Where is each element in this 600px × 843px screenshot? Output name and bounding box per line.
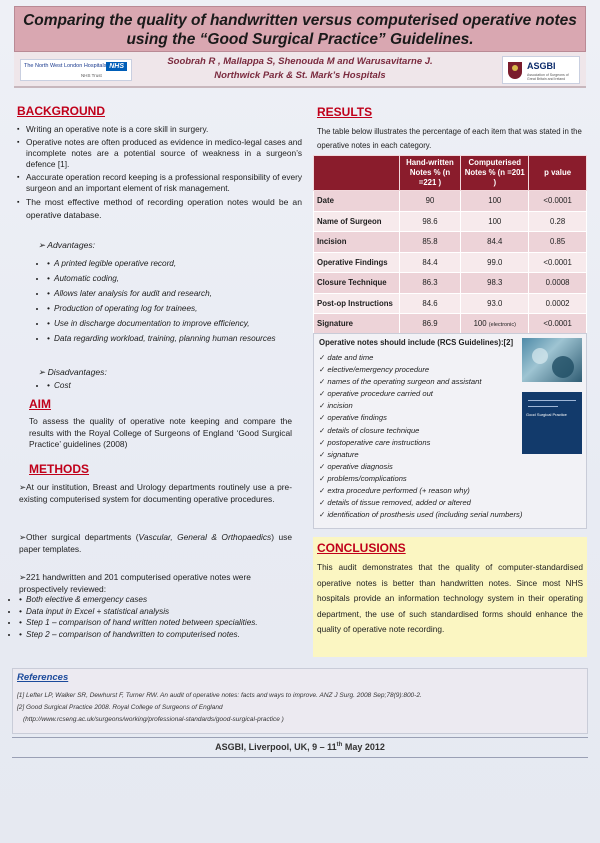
results-heading: RESULTS: [317, 105, 373, 119]
rcs-item-text: identification of prosthesis used (including serial numbers): [327, 510, 523, 520]
book-title: Good Surgical Practice: [526, 412, 567, 417]
guidelines-book-cover: [522, 392, 582, 454]
row-hand: 86.9: [399, 314, 461, 335]
author-banner: [14, 52, 586, 88]
check-icon: ✓: [319, 461, 326, 471]
footer: [0, 742, 600, 752]
rcs-item: [319, 352, 524, 364]
authors-block: [134, 55, 466, 83]
advantages-label-text: Advantages:: [47, 240, 96, 250]
row-item: Signature: [314, 314, 400, 335]
table-row: [314, 211, 587, 232]
rcs-item: [319, 485, 524, 497]
row-hand: 85.8: [399, 232, 461, 253]
check-icon: ✓: [319, 413, 326, 423]
methods-para-1: ➢At our institution, Breast and Urology departments routinely use a pre-existing computerised system for documenting operative procedures.: [19, 482, 292, 504]
conclusions-heading: CONCLUSIONS: [317, 541, 406, 555]
check-icon: ✓: [319, 365, 326, 375]
check-icon: ✓: [319, 510, 326, 520]
background-bullet: ▪ Aaccurate operation record keeping is a professional responsibility of every surgeon and an important element of risk management.: [17, 172, 302, 194]
methods-para-3-text: 221 handwritten and 201 computerised operative notes were prospectively reviewed:: [19, 572, 251, 594]
rcs-item-text: postoperative care instructions: [327, 437, 431, 447]
results-table: [313, 155, 587, 335]
methods-step: • • Both elective & emergency cases: [19, 594, 292, 606]
rcs-item: [319, 497, 524, 509]
aim-text: To assess the quality of operative note keeping and compare the results with the Royal College of Surgeons of England ‘Good Surgical Practice’ guidelines (2008): [29, 416, 292, 449]
row-comp-value: 93.0: [487, 298, 503, 308]
methods-para-2-italic: Vascular, General & Orthopaedics: [138, 532, 272, 542]
methods-para-2: ➢Other surgical departments (Vascular, General & Orthopaedics) use paper templates.: [19, 532, 292, 554]
aim-heading: AIM: [29, 397, 51, 411]
nhs-badge: NHS: [106, 62, 127, 71]
check-icon: ✓: [319, 486, 326, 496]
rcs-item: [319, 449, 524, 461]
rcs-item: [319, 509, 524, 521]
check-icon: ✓: [319, 498, 326, 508]
rcs-item-text: signature: [327, 449, 359, 459]
check-icon: ✓: [319, 425, 326, 435]
rcs-item-text: details of closure technique: [327, 425, 420, 435]
rcs-item: [319, 388, 524, 400]
rcs-item: [319, 425, 524, 437]
footer-pre: ASGBI, Liverpool, UK, 9 – 11: [215, 742, 337, 752]
check-icon: ✓: [319, 449, 326, 459]
rcs-item: [319, 364, 524, 376]
methods-step: • • Step 2 – comparison of handwritten to computerised notes.: [19, 629, 292, 641]
methods-para-1-text: At our institution, Breast and Urology departments routinely use a pre-existing computerised system for documenting operative procedures.: [19, 482, 292, 504]
row-hand: 98.6: [399, 211, 461, 232]
row-p: <0.0001: [529, 252, 587, 273]
row-comp-value: 100: [488, 216, 502, 226]
row-item: Operative Findings: [314, 252, 400, 273]
methods-step: • • Step 1 – comparison of hand written noted between specialities.: [19, 617, 292, 629]
row-p: 0.28: [529, 211, 587, 232]
row-comp: [461, 211, 529, 232]
background-bullet: ▪ Operative notes are often produced as evidence in medico-legal cases and incomplete notes are a potential source of weakness in a surgeon’s defence [1].: [17, 137, 302, 170]
row-comp-value: 100: [473, 319, 487, 329]
table-row: [314, 293, 587, 314]
row-item: Post-op Instructions: [314, 293, 400, 314]
title-line-1: Comparing the quality of handwritten versus computerised operative notes: [23, 12, 577, 29]
nhs-trust-logo: [20, 59, 132, 81]
table-row: [314, 232, 587, 253]
row-comp: [461, 273, 529, 294]
row-comp-note: (electronic): [488, 322, 516, 329]
background-list: [17, 124, 302, 224]
rcs-item-text: date and time: [327, 353, 374, 362]
disadvantages-list: [47, 379, 167, 392]
rcs-title: Operative notes should include (RCS Guidelines):[2]: [319, 338, 514, 347]
disadvantages-label-text: Disadvantages:: [47, 367, 107, 377]
asgbi-logo-text: ASGBI: [527, 61, 556, 71]
results-col-handwritten: Hand-written Notes % (n =221 ): [399, 156, 461, 191]
row-comp-value: 84.4: [487, 237, 503, 247]
rcs-item-text: elective/emergency procedure: [327, 365, 430, 375]
rcs-item: [319, 437, 524, 449]
row-comp-value: 99.0: [487, 257, 503, 267]
footer-sup: th: [336, 742, 343, 748]
rcs-item-text: operative procedure carried out: [327, 389, 433, 399]
row-p: 0.0008: [529, 273, 587, 294]
poster-title: [15, 7, 585, 49]
table-row: [314, 191, 587, 212]
disadvantages-label: ➢ Disadvantages:: [38, 367, 107, 377]
advantage-item: • • A printed legible operative record,: [47, 257, 299, 270]
row-item: Name of Surgeon: [314, 211, 400, 232]
advantages-label: ➢ Advantages:: [38, 240, 96, 250]
results-col-item: [314, 156, 400, 191]
rcs-item: [319, 461, 524, 473]
rcs-item-text: details of tissue removed, added or altered: [327, 498, 471, 508]
row-p: <0.0001: [529, 191, 587, 212]
results-col-computerised: Computerised Notes % (n =201 ): [461, 156, 529, 191]
references-box: [12, 668, 588, 734]
asgbi-crest-icon: [508, 62, 522, 79]
check-icon: ✓: [319, 377, 326, 387]
nhs-logo-sub: NHS Trust: [81, 73, 102, 78]
row-p: 0.85: [529, 232, 587, 253]
asgbi-logo: [502, 56, 580, 84]
row-hand: 84.6: [399, 293, 461, 314]
advantages-list: [47, 257, 299, 345]
reference-item: [1] Lefter LP, Walker SR, Dewhurst F, Turner RW. An audit of operative notes: facts and ways to improve. ANZ J Surg. 2008 Sep;78(9):800-2.: [17, 692, 422, 699]
row-hand: 86.3: [399, 273, 461, 294]
rcs-item-text: problems/complications: [327, 473, 407, 483]
footer-post: May 2012: [342, 742, 385, 752]
methods-steps: [19, 594, 292, 640]
methods-step: • • Data input in Excel + statistical analysis: [19, 606, 292, 618]
rcs-guidelines-box: [313, 333, 587, 529]
nhs-logo-text: The North West London Hospitals: [24, 63, 107, 69]
row-item: Closure Technique: [314, 273, 400, 294]
advantage-item: • • Use in discharge documentation to improve efficiency,: [47, 317, 299, 330]
check-icon: ✓: [319, 389, 326, 399]
disadvantage-item: • • Cost: [47, 379, 167, 392]
rcs-item-text: operative findings: [327, 413, 387, 423]
row-comp-value: 98.3: [487, 278, 503, 288]
background-bullet: ▪ Writing an operative note is a core skill in surgery.: [17, 124, 302, 135]
rcs-item-text: extra procedure performed (+ reason why): [327, 486, 470, 496]
footer-rule-top: [12, 737, 588, 738]
table-row: [314, 273, 587, 294]
row-comp: [461, 252, 529, 273]
results-col-pvalue: p value: [529, 156, 587, 191]
affiliation: Northwick Park & St. Mark’s Hospitals: [214, 70, 386, 81]
surgery-photo: [522, 338, 582, 382]
title-line-2: using the “Good Surgical Practice” Guidelines.: [126, 31, 474, 48]
check-icon: ✓: [319, 437, 326, 447]
table-row: [314, 314, 587, 335]
rcs-item: [319, 376, 524, 388]
authors: Soobrah R , Mallappa S, Shenouda M and Warusavitarne J.: [167, 56, 433, 67]
advantage-item: • • Allows later analysis for audit and research,: [47, 287, 299, 300]
row-comp: [461, 293, 529, 314]
asgbi-logo-sub: Association of Surgeons of Great Britain and Ireland: [527, 73, 569, 81]
row-comp: [461, 191, 529, 212]
check-icon: ✓: [319, 401, 326, 411]
title-banner: [14, 6, 586, 52]
conclusions-box: [313, 537, 587, 657]
rcs-item-text: incision: [327, 401, 353, 411]
table-row: [314, 252, 587, 273]
conclusions-text: This audit demonstrates that the quality of computer-standardised operative notes is better than handwritten notes. Since most NHS hospitals provide an information technology system in their operating department, the use of such standardised forms should enhance the quality of operative note recording.: [317, 562, 583, 634]
advantage-item: • • Production of operating log for trainees,: [47, 302, 299, 315]
reference-item: [2] Good Surgical Practice 2008. Royal College of Surgeons of England: [17, 704, 223, 711]
advantage-item: • • Automatic coding,: [47, 272, 299, 285]
check-icon: ✓: [319, 473, 326, 483]
results-intro: The table below illustrates the percentage of each item that was stated in the operative notes in each category.: [317, 127, 582, 150]
rcs-item: [319, 473, 524, 485]
row-p: 0.0002: [529, 293, 587, 314]
methods-para-2-b: ) use paper templates.: [19, 532, 292, 554]
rcs-item: [319, 412, 524, 424]
footer-rule-bottom: [12, 757, 588, 758]
row-item: Incision: [314, 232, 400, 253]
methods-para-3: ➢221 handwritten and 201 computerised operative notes were prospectively reviewed:: [19, 572, 251, 594]
check-icon: ✓: [319, 353, 326, 362]
row-item: Date: [314, 191, 400, 212]
row-comp: [461, 232, 529, 253]
row-p: <0.0001: [529, 314, 587, 335]
row-comp: [461, 314, 529, 335]
methods-para-2-a: Other surgical departments (: [26, 532, 139, 542]
references-heading: References: [17, 672, 69, 683]
row-hand: 90: [399, 191, 461, 212]
rcs-item-text: names of the operating surgeon and assistant: [327, 377, 482, 387]
rcs-list: [319, 352, 524, 521]
row-hand: 84.4: [399, 252, 461, 273]
methods-heading: METHODS: [29, 462, 89, 476]
rcs-item: [319, 400, 524, 412]
reference-url: (http://www.rcseng.ac.uk/surgeons/working/professional-standards/good-surgical-practice ): [23, 716, 284, 723]
background-heading: BACKGROUND: [17, 104, 105, 118]
background-bullet: ▪ The most effective method of recording operation notes would be an operative database.: [17, 196, 302, 222]
results-table-header: [314, 156, 587, 191]
advantage-item: • • Data regarding workload, training, planning human resources: [47, 332, 299, 345]
rcs-item-text: operative diagnosis: [327, 461, 393, 471]
row-comp-value: 100: [488, 196, 502, 206]
